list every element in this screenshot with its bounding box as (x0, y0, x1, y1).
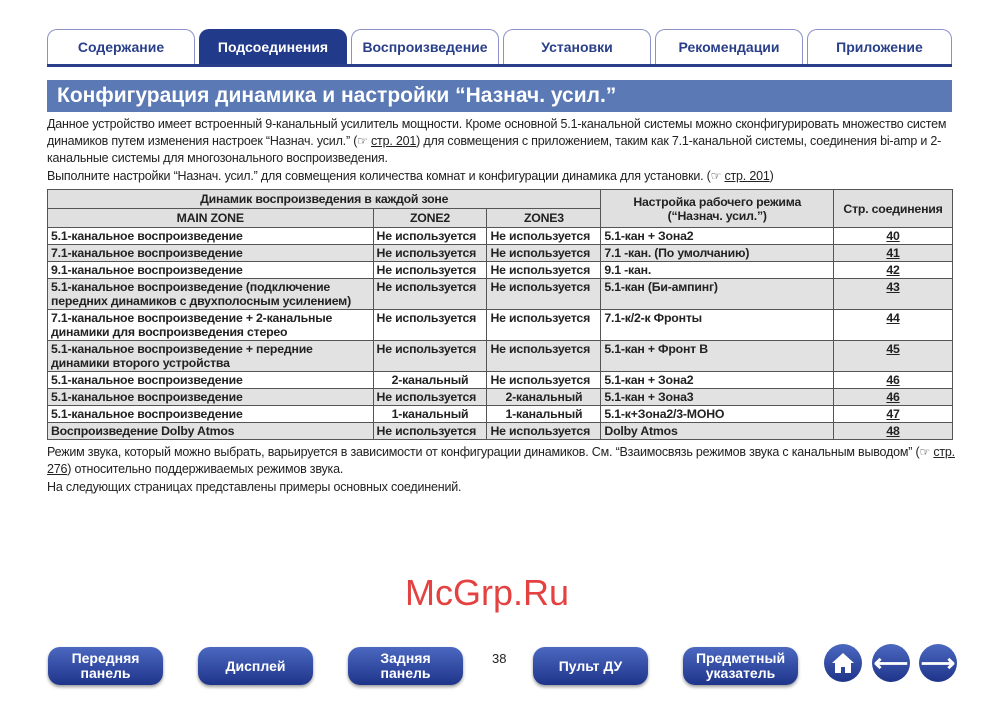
hand-pointer-icon: ☞ (919, 445, 931, 459)
zone2-cell: Не используется (373, 423, 487, 440)
page-link[interactable]: 40 (834, 228, 953, 245)
zone3-cell: Не используется (487, 423, 601, 440)
zone3-cell: Не используется (487, 310, 601, 341)
tab-label: Приложение (836, 39, 923, 55)
zone3-cell: Не используется (487, 245, 601, 262)
page-link[interactable]: 44 (834, 310, 953, 341)
page-link[interactable]: 46 (834, 372, 953, 389)
header-mode-line: (“Назнач. усил.”) (667, 208, 767, 223)
mode-cell: 5.1-кан + Фронт B (601, 341, 834, 372)
zone3-cell: Не используется (487, 262, 601, 279)
page-number: 38 (492, 651, 507, 666)
zone3-cell: Не используется (487, 341, 601, 372)
header-mode-line: Настройка рабочего режима (633, 194, 802, 209)
intro-text: Данное устройство имеет встроенный 9-канальный усилитель мощности. Кроме основной 5.1-канальной системы можно сконфигурировать множество систем динамиков путем изменения настроек “Назнач. усил.” ( (47, 117, 947, 148)
tab-label: Рекомендации (678, 39, 780, 55)
forward-arrow-icon[interactable]: ⟶ (919, 644, 957, 682)
mode-cell: 5.1-кан (Би-ампинг) (601, 279, 834, 310)
speaker-config-table (47, 189, 953, 440)
zone3-cell: Не используется (487, 228, 601, 245)
instruction-text: ) (769, 169, 774, 183)
header-zone2: ZONE2 (373, 209, 487, 228)
back-arrow-icon[interactable]: ⟵ (872, 644, 910, 682)
main-zone-cell: 7.1-канальное воспроизведение + 2-канальные динамики для воспроизведения стерео (48, 310, 374, 341)
page-link[interactable]: 45 (834, 341, 953, 372)
watermark: McGrp.Ru (405, 572, 570, 613)
table-row (48, 279, 953, 310)
zone3-cell: Не используется (487, 372, 601, 389)
tab-label: Установки (541, 39, 613, 55)
home-icon[interactable] (824, 644, 862, 682)
zone3-cell: Не используется (487, 279, 601, 310)
tab-label: Воспроизведение (362, 39, 488, 55)
zone2-cell: Не используется (373, 279, 487, 310)
main-zone-cell: 9.1-канальное воспроизведение (48, 262, 374, 279)
main-zone-cell: 5.1-канальное воспроизведение (48, 406, 374, 423)
intro-text: ) для совмещения с приложением, таким как 7.1-канальной системы, соединения bi-amp и 2-канальные системы для многозонального воспроизведения. (47, 134, 942, 165)
tab-settings[interactable] (503, 29, 651, 64)
header-mode (601, 190, 834, 228)
header-main-zone: MAIN ZONE (48, 209, 374, 228)
page-link[interactable]: 43 (834, 279, 953, 310)
zone2-cell: 1-канальный (373, 406, 487, 423)
page-link[interactable]: 42 (834, 262, 953, 279)
page-link[interactable]: стр. 276 (47, 445, 955, 476)
note-text: Режим звука, который можно выбрать, варьируется в зависимости от конфигурации динамиков. См. “Взаимосвязь режимов звука с канальным выводом” ( (47, 445, 920, 459)
main-zone-cell: 5.1-канальное воспроизведение + передние динамики второго устройства (48, 341, 374, 372)
table-row (48, 228, 953, 245)
page-title: Конфигурация динамика и настройки “Назнач. усил.” (47, 80, 952, 112)
page-link[interactable]: стр. 201 (724, 169, 770, 183)
zone2-cell: Не используется (373, 389, 487, 406)
tab-playback[interactable] (351, 29, 499, 64)
main-zone-cell: 5.1-канальное воспроизведение (48, 372, 374, 389)
tab-bar (47, 29, 952, 67)
mode-cell: 9.1 -кан. (601, 262, 834, 279)
mode-cell: 5.1-к+Зона2/3-МОНО (601, 406, 834, 423)
table-row (48, 423, 953, 440)
tab-contents[interactable] (47, 29, 195, 64)
mode-cell: 5.1-кан + Зона2 (601, 228, 834, 245)
remote-button[interactable]: Пульт ДУ (533, 647, 648, 685)
main-zone-cell: 5.1-канальное воспроизведение (48, 389, 374, 406)
table-row (48, 372, 953, 389)
intro-paragraph (47, 116, 957, 167)
note-text: ) относительно поддерживаемых режимов звука. (67, 462, 344, 476)
zone2-cell: Не используется (373, 262, 487, 279)
tab-label: Подсоединения (217, 39, 329, 55)
zone2-cell: Не используется (373, 245, 487, 262)
main-zone-cell: 5.1-канальное воспроизведение (48, 228, 374, 245)
main-zone-cell: 7.1-канальное воспроизведение (48, 245, 374, 262)
page-link[interactable]: 41 (834, 245, 953, 262)
zone2-cell: Не используется (373, 228, 487, 245)
zone3-cell: 1-канальный (487, 406, 601, 423)
page-link[interactable]: 46 (834, 389, 953, 406)
page-link[interactable]: 47 (834, 406, 953, 423)
display-button[interactable]: Дисплей (198, 647, 313, 685)
tab-label: Содержание (77, 39, 165, 55)
table-row (48, 389, 953, 406)
page-content (47, 116, 957, 497)
next-pages-text: На следующих страницах представлены примеры основных соединений. (47, 480, 462, 494)
zone3-cell: 2-канальный (487, 389, 601, 406)
rear-panel-button[interactable]: Задняя панель (348, 647, 463, 685)
front-panel-button[interactable]: Передняя панель (48, 647, 163, 685)
zone2-cell: Не используется (373, 310, 487, 341)
tab-tips[interactable] (655, 29, 803, 64)
note-paragraph (47, 444, 957, 478)
zone2-cell: 2-канальный (373, 372, 487, 389)
main-zone-cell: Воспроизведение Dolby Atmos (48, 423, 374, 440)
instruction-text: Выполните настройки “Назнач. усил.” для совмещения количества комнат и конфигурации динамика для установки. ( (47, 169, 711, 183)
page-link[interactable]: 48 (834, 423, 953, 440)
header-page: Стр. соединения (834, 190, 953, 228)
main-zone-cell: 5.1-канальное воспроизведение (подключение передних динамиков с двухполосным усилением) (48, 279, 374, 310)
mode-cell: Dolby Atmos (601, 423, 834, 440)
mode-cell: 5.1-кан + Зона2 (601, 372, 834, 389)
header-zone3: ZONE3 (487, 209, 601, 228)
table-row (48, 310, 953, 341)
mode-cell: 7.1-к/2-к Фронты (601, 310, 834, 341)
table-row (48, 245, 953, 262)
table-row (48, 262, 953, 279)
page-link[interactable]: стр. 201 (371, 134, 417, 148)
tab-connections[interactable] (199, 29, 347, 64)
hand-pointer-icon: ☞ (357, 134, 368, 148)
tab-appendix[interactable] (807, 29, 952, 64)
header-zone: Динамик воспроизведения в каждой зоне (48, 190, 601, 209)
instruction-paragraph (47, 168, 957, 185)
index-button[interactable]: Предметный указатель (683, 647, 798, 685)
mode-cell: 7.1 -кан. (По умолчанию) (601, 245, 834, 262)
hand-pointer-icon: ☞ (710, 169, 722, 183)
table-row (48, 406, 953, 423)
zone2-cell: Не используется (373, 341, 487, 372)
table-row (48, 341, 953, 372)
mode-cell: 5.1-кан + Зона3 (601, 389, 834, 406)
